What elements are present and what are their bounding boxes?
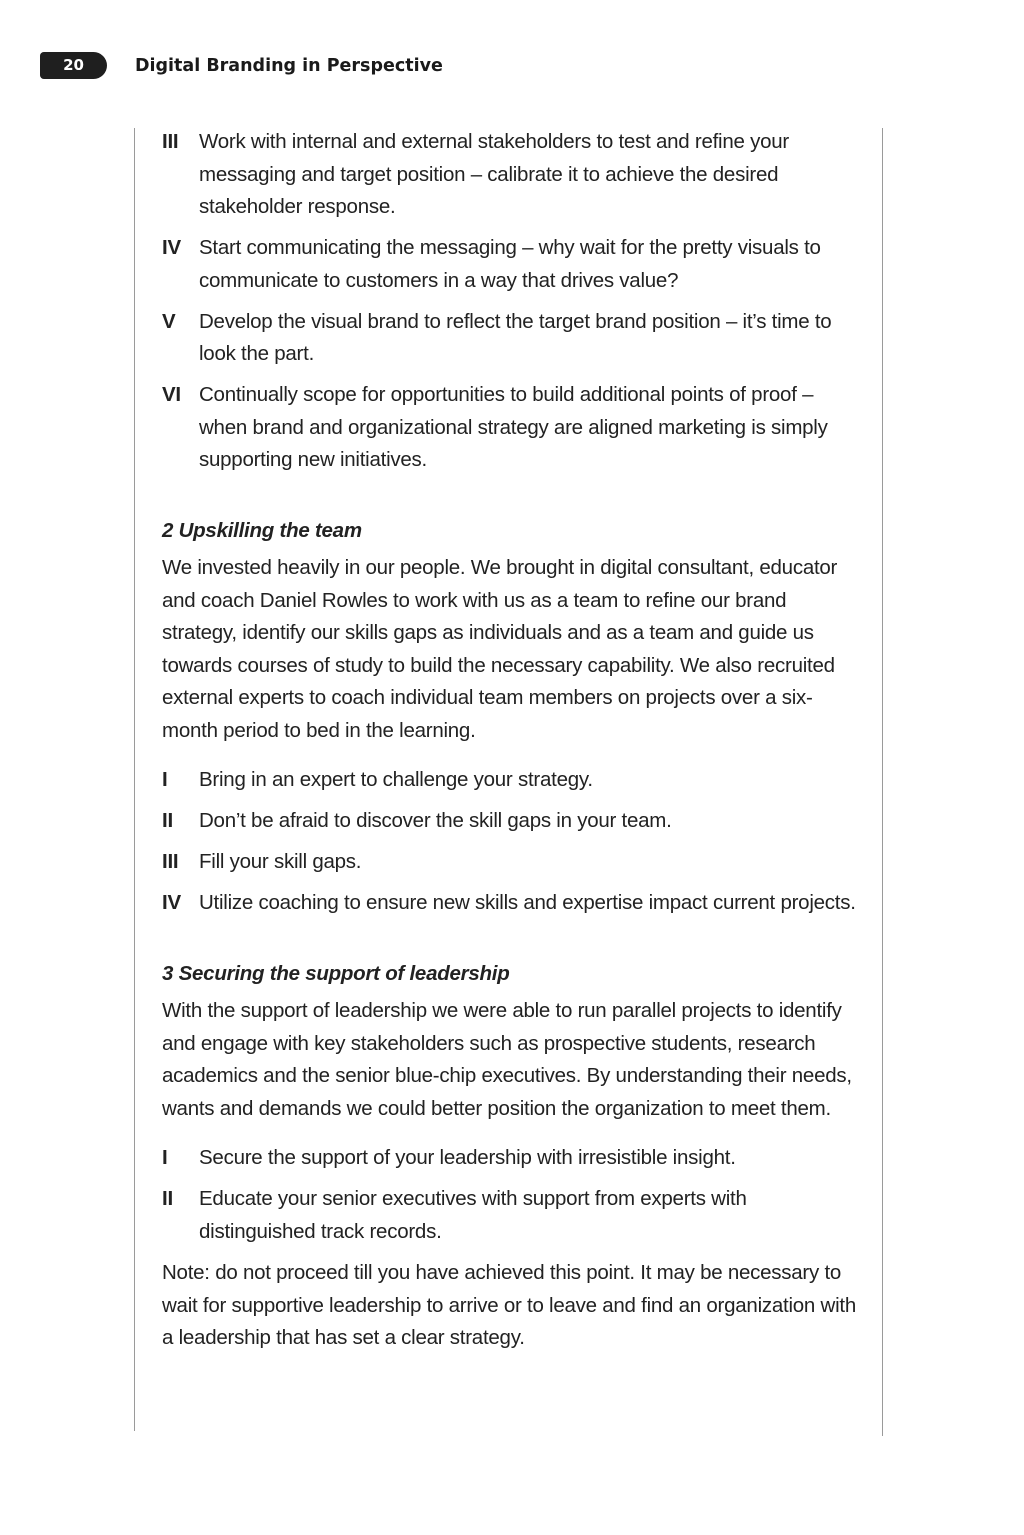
list-item <box>162 232 862 297</box>
leadership-list <box>162 1142 862 1248</box>
list-item <box>162 846 862 879</box>
section-heading-leadership: 3 Securing the support of leadership <box>162 961 510 985</box>
list-numeral: III <box>162 130 179 153</box>
list-item-text: Develop the visual brand to reflect the target brand position – it’s time to look the part. <box>199 309 832 365</box>
list-numeral: IV <box>162 236 181 259</box>
list-item <box>162 764 862 797</box>
list-item-text: Continually scope for opportunities to build additional points of proof – when brand and organizational strategy are aligned marketing is simply supporting new initiatives. <box>199 383 828 471</box>
list-numeral: IV <box>162 891 181 914</box>
page-number-badge: 20 <box>40 52 107 79</box>
list-item-text: Don’t be afraid to discover the skill gaps in your team. <box>199 809 672 832</box>
list-item-text: Fill your skill gaps. <box>199 850 362 873</box>
list-numeral: II <box>162 1187 173 1210</box>
list-numeral: I <box>162 1146 168 1169</box>
list-numeral: VI <box>162 383 181 406</box>
list-item <box>162 379 862 477</box>
list-numeral: II <box>162 809 173 832</box>
list-item <box>162 306 862 371</box>
running-title: Digital Branding in Perspective <box>135 56 443 76</box>
list-item <box>162 1183 862 1248</box>
list-item <box>162 805 862 838</box>
list-item-text: Educate your senior executives with support from experts with distinguished track records. <box>199 1187 747 1243</box>
list-numeral: I <box>162 768 168 791</box>
upskilling-list <box>162 764 862 920</box>
left-margin-rule <box>134 128 135 1431</box>
list-numeral: V <box>162 309 176 333</box>
step-list-continued <box>162 126 862 477</box>
note-paragraph: Note: do not proceed till you have achieved this point. It may be necessary to wait for supportive leadership to arrive or to leave and find an organization with a leadership that has set a clear strategy. <box>162 1261 856 1349</box>
section-heading-upskilling: 2 Upskilling the team <box>162 518 362 542</box>
list-item <box>162 1142 862 1175</box>
list-numeral: III <box>162 850 179 873</box>
list-item-text: Work with internal and external stakeholders to test and refine your messaging and target position – calibrate it to achieve the desired stakeholder response. <box>199 130 789 218</box>
list-item-text: Start communicating the messaging – why wait for the pretty visuals to communicate to customers in a way that drives value? <box>199 236 821 292</box>
list-item <box>162 887 862 920</box>
section-paragraph: We invested heavily in our people. We brought in digital consultant, educator and coach Daniel Rowles to work with us as a team to refine our brand strategy, identify our skills gaps as individuals and as a team and guide us towards courses of study to build the necessary capability. We also recruited external experts to coach individual team members on projects over a six-month period to bed in the learning. <box>162 556 838 742</box>
right-margin-rule <box>882 128 883 1436</box>
list-item-text: Secure the support of your leadership with irresistible insight. <box>199 1146 736 1169</box>
list-item <box>162 126 862 224</box>
list-item-text: Utilize coaching to ensure new skills and expertise impact current projects. <box>199 891 856 914</box>
page-body <box>162 126 862 1372</box>
section-paragraph: With the support of leadership we were able to run parallel projects to identify and engage with key stakeholders such as prospective students, research academics and the senior blue-chip executives. By understanding their needs, wants and demands we could better position the organization to meet them. <box>162 999 852 1120</box>
list-item-text: Bring in an expert to challenge your strategy. <box>199 768 593 791</box>
